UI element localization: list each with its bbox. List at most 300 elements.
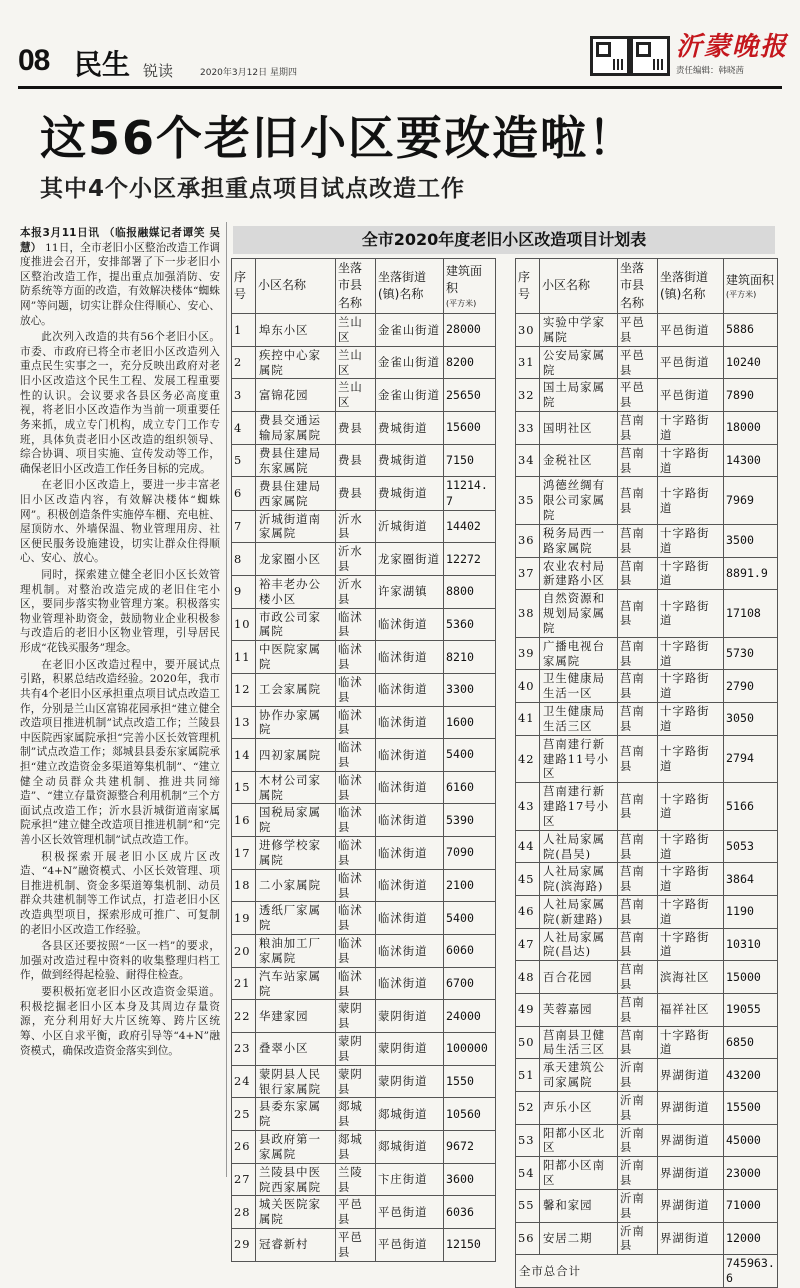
table-cell: 蒙阴街道 bbox=[376, 1033, 444, 1066]
page-number: 08 bbox=[18, 44, 50, 77]
table-cell: 6 bbox=[232, 477, 256, 510]
table-row bbox=[232, 314, 496, 347]
table-cell: 界湖街道 bbox=[658, 1124, 724, 1157]
table-cell: 临沭街道 bbox=[376, 804, 444, 837]
table-cell: 43 bbox=[516, 783, 540, 830]
table-cell: 莒南县 bbox=[618, 412, 658, 445]
table-cell: 莒南县 bbox=[618, 1026, 658, 1059]
table-cell: 十字路街道 bbox=[658, 637, 724, 670]
table-cell: 临沭县 bbox=[336, 837, 376, 870]
table-cell: 国明社区 bbox=[540, 412, 618, 445]
table-row bbox=[232, 1131, 496, 1164]
table-cell: 10 bbox=[232, 608, 256, 641]
table-cell: 5 bbox=[232, 444, 256, 477]
table-cell: 费县 bbox=[336, 444, 376, 477]
article-paragraph: 要积极拓宽老旧小区改造资金渠道。积极挖掘老旧小区本身及其周边存量资源，充分利用好大片区统筹、跨片区统筹、小区自求平衡，政府引导等“4+N”融资模式，确保改造资金落实到位。 bbox=[20, 986, 220, 1057]
table-cell: 6160 bbox=[444, 771, 496, 804]
table-cell: 临沭街道 bbox=[376, 673, 444, 706]
table-cell: 阳都小区南区 bbox=[540, 1157, 618, 1190]
table-cell: 费城街道 bbox=[376, 477, 444, 510]
column-header: 序号 bbox=[232, 259, 256, 314]
table-cell: 莒南建行新建路17号小区 bbox=[540, 783, 618, 830]
table-cell: 蒙阴街道 bbox=[376, 1000, 444, 1033]
table-cell: 26 bbox=[232, 1131, 256, 1164]
table-row bbox=[232, 379, 496, 412]
table-cell: 临沭县 bbox=[336, 673, 376, 706]
table-cell: 平邑街道 bbox=[376, 1229, 444, 1262]
table-row bbox=[232, 1229, 496, 1262]
table-cell: 四初家属院 bbox=[256, 739, 336, 772]
table-cell: 人社局家属院(昌吴) bbox=[540, 830, 618, 863]
table-cell: 实验中学家属院 bbox=[540, 314, 618, 347]
table-row bbox=[516, 895, 778, 928]
table-row bbox=[516, 524, 778, 557]
table-row bbox=[516, 379, 778, 412]
table-cell: 45000 bbox=[724, 1124, 778, 1157]
table-cell: 平邑县 bbox=[618, 379, 658, 412]
table-cell: 莒南县 bbox=[618, 895, 658, 928]
table-cell: 3600 bbox=[444, 1163, 496, 1196]
table-row bbox=[516, 412, 778, 445]
table-cell: 安居二期 bbox=[540, 1222, 618, 1255]
table-cell: 18000 bbox=[724, 412, 778, 445]
table-cell: 14 bbox=[232, 739, 256, 772]
table-cell: 14402 bbox=[444, 510, 496, 543]
table-cell: 平邑街道 bbox=[376, 1196, 444, 1229]
table-cell: 28 bbox=[232, 1196, 256, 1229]
table-cell: 叠翠小区 bbox=[256, 1033, 336, 1066]
table-cell: 临沭县 bbox=[336, 771, 376, 804]
table-cell: 14300 bbox=[724, 444, 778, 477]
table-row bbox=[232, 804, 496, 837]
table-row bbox=[516, 830, 778, 863]
table-cell: 47 bbox=[516, 928, 540, 961]
table-cell: 华建家园 bbox=[256, 1000, 336, 1033]
table-cell: 临沭县 bbox=[336, 706, 376, 739]
project-table-right bbox=[515, 258, 778, 1288]
table-cell: 平邑县 bbox=[618, 346, 658, 379]
table-cell: 疾控中心家属院 bbox=[256, 346, 336, 379]
table-cell: 郯城街道 bbox=[376, 1098, 444, 1131]
table-cell: 界湖街道 bbox=[658, 1222, 724, 1255]
table-cell: 金雀山街道 bbox=[376, 346, 444, 379]
table-cell: 5400 bbox=[444, 739, 496, 772]
table-cell: 沂南县 bbox=[618, 1189, 658, 1222]
table-cell: 48 bbox=[516, 961, 540, 994]
table-cell: 自然资源和规划局家属院 bbox=[540, 590, 618, 637]
table-cell: 临沭街道 bbox=[376, 608, 444, 641]
table-cell: 11 bbox=[232, 641, 256, 674]
table-cell: 43200 bbox=[724, 1059, 778, 1092]
table-row bbox=[516, 783, 778, 830]
table-cell: 3864 bbox=[724, 863, 778, 896]
table-cell: 56 bbox=[516, 1222, 540, 1255]
table-cell: 平邑街道 bbox=[658, 379, 724, 412]
table-cell: 46 bbox=[516, 895, 540, 928]
table-cell: 农业农村局新建路小区 bbox=[540, 557, 618, 590]
table-cell: 金雀山街道 bbox=[376, 379, 444, 412]
table-cell: 19055 bbox=[724, 993, 778, 1026]
project-table-left bbox=[231, 258, 496, 1262]
table-cell: 33 bbox=[516, 412, 540, 445]
article-paragraph: 同时，探索建立健全老旧小区长效管理机制。对整治改造完成的老旧住宅小区，要同步落实物业管理方案。积极落实物业管理补助资金，鼓励物业企业积极参与改造后的老旧小区物业管理，引导居民形成“花钱买服务”理念。 bbox=[20, 569, 220, 655]
table-cell: 23 bbox=[232, 1033, 256, 1066]
table-cell: 38 bbox=[516, 590, 540, 637]
table-cell: 8210 bbox=[444, 641, 496, 674]
table-cell: 3300 bbox=[444, 673, 496, 706]
table-cell: 25 bbox=[232, 1098, 256, 1131]
table-cell: 十字路街道 bbox=[658, 444, 724, 477]
table-cell: 23000 bbox=[724, 1157, 778, 1190]
table-cell: 7969 bbox=[724, 477, 778, 524]
table-cell: 芙蓉嘉园 bbox=[540, 993, 618, 1026]
article-paragraph: 本报3月11日讯 （临报融媒记者谭笑 吴慧） 11日，全市老旧小区整治改造工作调度推进会召开，安排部署了下一步老旧小区整治改造工作，提出重点加强消防、安防系统等方面的改造，有效解决楼体“蜘蛛网”等问题，切实让群众住得顺心、安心、放心。 bbox=[20, 227, 221, 327]
table-cell: 1550 bbox=[444, 1065, 496, 1098]
table-cell: 十字路街道 bbox=[658, 670, 724, 703]
table-cell: 十字路街道 bbox=[658, 735, 724, 782]
table-row bbox=[516, 670, 778, 703]
table-cell: 52 bbox=[516, 1091, 540, 1124]
table-cell: 蒙阴县 bbox=[336, 1033, 376, 1066]
table-cell: 37 bbox=[516, 557, 540, 590]
table-cell: 平邑街道 bbox=[658, 346, 724, 379]
table-cell: 13 bbox=[232, 706, 256, 739]
table-cell: 透纸厂家属院 bbox=[256, 902, 336, 935]
table-cell: 54 bbox=[516, 1157, 540, 1190]
section-title: 民生 bbox=[74, 48, 131, 81]
table-cell: 莒南县 bbox=[618, 670, 658, 703]
table-row bbox=[232, 575, 496, 608]
table-cell: 22 bbox=[232, 1000, 256, 1033]
table-cell: 沂南县 bbox=[618, 1222, 658, 1255]
table-cell: 5053 bbox=[724, 830, 778, 863]
table-cell: 3 bbox=[232, 379, 256, 412]
sub-headline: 其中4个小区承担重点项目试点改造工作 bbox=[40, 176, 466, 202]
table-cell: 中医院家属院 bbox=[256, 641, 336, 674]
table-cell: 兰山区 bbox=[336, 314, 376, 347]
table-cell: 55 bbox=[516, 1189, 540, 1222]
table-cell: 10310 bbox=[724, 928, 778, 961]
table-cell: 临沭县 bbox=[336, 608, 376, 641]
column-header: 坐落市县名称 bbox=[336, 259, 376, 314]
table-cell: 沂城街道 bbox=[376, 510, 444, 543]
table-cell: 24 bbox=[232, 1065, 256, 1098]
table-cell: 费县 bbox=[336, 477, 376, 510]
column-header: 小区名称 bbox=[256, 259, 336, 314]
table-cell: 莒南县 bbox=[618, 735, 658, 782]
table-cell: 临沭街道 bbox=[376, 837, 444, 870]
table-cell: 3050 bbox=[724, 703, 778, 736]
table-cell: 莒南县 bbox=[618, 524, 658, 557]
table-cell: 协作办家属院 bbox=[256, 706, 336, 739]
table-cell: 十字路街道 bbox=[658, 830, 724, 863]
table-title: 全市2020年度老旧小区改造项目计划表 bbox=[233, 226, 775, 254]
table-cell: 39 bbox=[516, 637, 540, 670]
table-cell: 临沭街道 bbox=[376, 641, 444, 674]
table-row bbox=[516, 961, 778, 994]
table-cell: 十字路街道 bbox=[658, 1026, 724, 1059]
table-cell: 金雀山街道 bbox=[376, 314, 444, 347]
table-row bbox=[232, 1033, 496, 1066]
table-cell: 6036 bbox=[444, 1196, 496, 1229]
table-cell: 1190 bbox=[724, 895, 778, 928]
column-header: 坐落街道(镇)名称 bbox=[658, 259, 724, 314]
headline: 这56个老旧小区要改造啦！ bbox=[40, 111, 637, 165]
table-cell: 21 bbox=[232, 967, 256, 1000]
table-cell: 5166 bbox=[724, 783, 778, 830]
table-cell: 临沭县 bbox=[336, 935, 376, 968]
table-cell: 莒南县 bbox=[618, 928, 658, 961]
table-row bbox=[516, 444, 778, 477]
table-cell: 平邑县 bbox=[618, 314, 658, 347]
table-cell: 71000 bbox=[724, 1189, 778, 1222]
table-cell: 莒南县卫健局生活三区 bbox=[540, 1026, 618, 1059]
table-cell: 莒南县 bbox=[618, 590, 658, 637]
column-header: 建筑面积 (平方米) bbox=[444, 259, 496, 314]
table-cell: 郯城县 bbox=[336, 1131, 376, 1164]
table-row bbox=[516, 314, 778, 347]
table-row bbox=[232, 1000, 496, 1033]
table-cell: 莒南县 bbox=[618, 783, 658, 830]
table-cell: 5886 bbox=[724, 314, 778, 347]
qr-code-icon bbox=[630, 36, 670, 76]
table-cell: 冠睿新村 bbox=[256, 1229, 336, 1262]
area-unit: (平方米) bbox=[446, 298, 477, 308]
table-cell: 2794 bbox=[724, 735, 778, 782]
table-cell: 十字路街道 bbox=[658, 783, 724, 830]
table-cell: 平邑县 bbox=[336, 1229, 376, 1262]
table-cell: 兰陵县 bbox=[336, 1163, 376, 1196]
table-cell: 汽车站家属院 bbox=[256, 967, 336, 1000]
table-row bbox=[516, 477, 778, 524]
table-cell: 沂南县 bbox=[618, 1059, 658, 1092]
table-cell: 42 bbox=[516, 735, 540, 782]
table-row bbox=[516, 928, 778, 961]
table-cell: 卞庄街道 bbox=[376, 1163, 444, 1196]
table-cell: 沂水县 bbox=[336, 543, 376, 576]
table-row bbox=[232, 967, 496, 1000]
area-unit: (平方米) bbox=[726, 289, 757, 299]
table-cell: 莒南县 bbox=[618, 703, 658, 736]
table-cell: 费城街道 bbox=[376, 444, 444, 477]
table-cell: 界湖街道 bbox=[658, 1157, 724, 1190]
table-cell: 木材公司家属院 bbox=[256, 771, 336, 804]
table-cell: 蒙阴县 bbox=[336, 1065, 376, 1098]
table-cell: 临沭街道 bbox=[376, 739, 444, 772]
table-row bbox=[516, 590, 778, 637]
table-cell: 沂南县 bbox=[618, 1157, 658, 1190]
table-cell: 15600 bbox=[444, 412, 496, 445]
table-row bbox=[232, 837, 496, 870]
table-cell: 27 bbox=[232, 1163, 256, 1196]
table-row bbox=[516, 703, 778, 736]
table-cell: 莒南建行新建路11号小区 bbox=[540, 735, 618, 782]
table-cell: 莒南县 bbox=[618, 863, 658, 896]
table-cell: 8200 bbox=[444, 346, 496, 379]
table-cell: 沂南县 bbox=[618, 1124, 658, 1157]
table-cell: 19 bbox=[232, 902, 256, 935]
table-row bbox=[516, 1091, 778, 1124]
table-cell: 沂水县 bbox=[336, 510, 376, 543]
table-cell: 临沭县 bbox=[336, 967, 376, 1000]
table-cell: 15 bbox=[232, 771, 256, 804]
total-row bbox=[516, 1255, 778, 1288]
table-cell: 二小家属院 bbox=[256, 869, 336, 902]
table-cell: 20 bbox=[232, 935, 256, 968]
table-row bbox=[516, 557, 778, 590]
table-cell: 龙家圈街道 bbox=[376, 543, 444, 576]
table-cell: 5730 bbox=[724, 637, 778, 670]
table-cell: 45 bbox=[516, 863, 540, 896]
table-row bbox=[232, 935, 496, 968]
section-subtitle: 锐读 bbox=[143, 62, 174, 80]
table-cell: 平邑县 bbox=[336, 1196, 376, 1229]
table-cell: 粮油加工厂家属院 bbox=[256, 935, 336, 968]
table-row bbox=[516, 637, 778, 670]
table-cell: 十字路街道 bbox=[658, 477, 724, 524]
article-paragraph: 各县区还要按照“一区一档”的要求，加强对改造过程中资料的收集整理归档工作，做到经得起检验、耐得住检查。 bbox=[20, 940, 220, 982]
total-value: 745963.6 bbox=[724, 1255, 778, 1288]
table-row bbox=[232, 608, 496, 641]
table-cell: 临沭街道 bbox=[376, 967, 444, 1000]
column-divider bbox=[226, 222, 227, 1177]
table-row bbox=[232, 1065, 496, 1098]
table-cell: 十字路街道 bbox=[658, 412, 724, 445]
table-cell: 声乐小区 bbox=[540, 1091, 618, 1124]
table-row bbox=[232, 706, 496, 739]
table-cell: 35 bbox=[516, 477, 540, 524]
table-cell: 7150 bbox=[444, 444, 496, 477]
table-row bbox=[232, 739, 496, 772]
table-row bbox=[232, 412, 496, 445]
table-cell: 50 bbox=[516, 1026, 540, 1059]
table-header-row bbox=[232, 259, 496, 314]
table-row bbox=[516, 1157, 778, 1190]
table-cell: 兰山区 bbox=[336, 379, 376, 412]
table-cell: 金税社区 bbox=[540, 444, 618, 477]
table-cell: 卫生健康局生活三区 bbox=[540, 703, 618, 736]
table-cell: 4 bbox=[232, 412, 256, 445]
table-cell: 百合花园 bbox=[540, 961, 618, 994]
table-cell: 1600 bbox=[444, 706, 496, 739]
table-cell: 进修学校家属院 bbox=[256, 837, 336, 870]
table-row bbox=[516, 1059, 778, 1092]
table-cell: 十字路街道 bbox=[658, 928, 724, 961]
table-cell: 阳都小区北区 bbox=[540, 1124, 618, 1157]
table-cell: 人社局家属院(昌达) bbox=[540, 928, 618, 961]
column-header: 序号 bbox=[516, 259, 540, 314]
table-cell: 临沭县 bbox=[336, 869, 376, 902]
table-cell: 36 bbox=[516, 524, 540, 557]
article-body bbox=[20, 226, 220, 1060]
table-cell: 福祥社区 bbox=[658, 993, 724, 1026]
table-cell: 郯城街道 bbox=[376, 1131, 444, 1164]
table-cell: 沂水县 bbox=[336, 575, 376, 608]
article-paragraph: 此次列入改造的共有56个老旧小区。市委、市政府已将全市老旧小区改造列入重点民生实事之一，充分反映出政府对老旧小区改造这个民生工程、发展工程重要性的认识。会议要求各县区务必高度重视，将老旧小区改造作为当前一项重要任务来抓，成立专门机构，成立专门工作专班，具体负责老旧小区改造的组织领导、综合协调、项目实施、宣传发动等工作，确保老旧小区改造工作任务目标的完成。 bbox=[20, 331, 220, 475]
table-cell: 10240 bbox=[724, 346, 778, 379]
total-label: 全市总合计 bbox=[516, 1255, 724, 1288]
table-cell: 5360 bbox=[444, 608, 496, 641]
table-cell: 临沭街道 bbox=[376, 902, 444, 935]
table-header-row bbox=[516, 259, 778, 314]
table-cell: 国税局家属院 bbox=[256, 804, 336, 837]
page-header bbox=[0, 0, 800, 90]
table-cell: 15500 bbox=[724, 1091, 778, 1124]
table-cell: 29 bbox=[232, 1229, 256, 1262]
table-cell: 100000 bbox=[444, 1033, 496, 1066]
table-row bbox=[232, 1163, 496, 1196]
table-cell: 12150 bbox=[444, 1229, 496, 1262]
table-cell: 临沭县 bbox=[336, 641, 376, 674]
table-cell: 7 bbox=[232, 510, 256, 543]
table-cell: 17 bbox=[232, 837, 256, 870]
table-cell: 界湖街道 bbox=[658, 1189, 724, 1222]
qr-code-icon bbox=[590, 36, 630, 76]
table-cell: 8891.9 bbox=[724, 557, 778, 590]
table-cell: 28000 bbox=[444, 314, 496, 347]
table-cell: 6060 bbox=[444, 935, 496, 968]
table-cell: 莒南县 bbox=[618, 637, 658, 670]
table-cell: 30 bbox=[516, 314, 540, 347]
table-cell: 富锦花园 bbox=[256, 379, 336, 412]
table-cell: 十字路街道 bbox=[658, 703, 724, 736]
table-cell: 17108 bbox=[724, 590, 778, 637]
table-cell: 鸿德丝绸有限公司家属院 bbox=[540, 477, 618, 524]
table-cell: 承天建筑公司家属院 bbox=[540, 1059, 618, 1092]
table-row bbox=[232, 869, 496, 902]
table-cell: 莒南县 bbox=[618, 557, 658, 590]
table-cell: 沂南县 bbox=[618, 1091, 658, 1124]
table-cell: 县委东家属院 bbox=[256, 1098, 336, 1131]
table-cell: 馨和家园 bbox=[540, 1189, 618, 1222]
table-cell: 临沭街道 bbox=[376, 935, 444, 968]
table-row bbox=[516, 1189, 778, 1222]
table-cell: 2790 bbox=[724, 670, 778, 703]
table-cell: 31 bbox=[516, 346, 540, 379]
table-cell: 10560 bbox=[444, 1098, 496, 1131]
table-cell: 莒南县 bbox=[618, 993, 658, 1026]
table-cell: 十字路街道 bbox=[658, 895, 724, 928]
table-row bbox=[232, 477, 496, 510]
article-paragraph: 在老旧小区改造过程中，要开展试点引路，积累总结改造经验。2020年，我市共有4个老旧小区承担重点项目试点改造工作，分别是兰山区富锦花园承担“建立健全改造项目推进机制”试点改造工作；兰陵县中医院西家属院承担“完善小区长效管理机制”试点改造工作；郯城县县委东家属院承担“建立改造资金多渠道筹集机制”、“建立健全动员群众共建机制、推进共同缔造”、“建立存量资源整合利用机制”三个方面试点改造工作；沂水县沂城街道南家属院承担“建立健全改造项目推进机制”和“完善小区长效管理机制”试点改造工作。 bbox=[20, 658, 220, 846]
table-cell: 莒南县 bbox=[618, 961, 658, 994]
table-cell: 沂城街道南家属院 bbox=[256, 510, 336, 543]
table-cell: 12272 bbox=[444, 543, 496, 576]
table-row bbox=[232, 346, 496, 379]
table-cell: 临沭街道 bbox=[376, 706, 444, 739]
newspaper-logo: 沂蒙晚报 bbox=[676, 32, 789, 62]
table-cell: 5400 bbox=[444, 902, 496, 935]
table-cell: 8800 bbox=[444, 575, 496, 608]
table-cell: 2100 bbox=[444, 869, 496, 902]
table-cell: 平邑街道 bbox=[658, 314, 724, 347]
table-row bbox=[516, 1222, 778, 1255]
table-cell: 人社局家属院(滨海路) bbox=[540, 863, 618, 896]
table-cell: 41 bbox=[516, 703, 540, 736]
table-row bbox=[232, 444, 496, 477]
table-cell: 兰陵县中医院西家属院 bbox=[256, 1163, 336, 1196]
table-cell: 许家湖镇 bbox=[376, 575, 444, 608]
table-cell: 53 bbox=[516, 1124, 540, 1157]
table-cell: 费县住建局东家属院 bbox=[256, 444, 336, 477]
table-cell: 5390 bbox=[444, 804, 496, 837]
table-row bbox=[232, 1196, 496, 1229]
table-cell: 49 bbox=[516, 993, 540, 1026]
table-cell: 广播电视台家属院 bbox=[540, 637, 618, 670]
table-cell: 十字路街道 bbox=[658, 863, 724, 896]
table-cell: 16 bbox=[232, 804, 256, 837]
table-row bbox=[516, 1026, 778, 1059]
